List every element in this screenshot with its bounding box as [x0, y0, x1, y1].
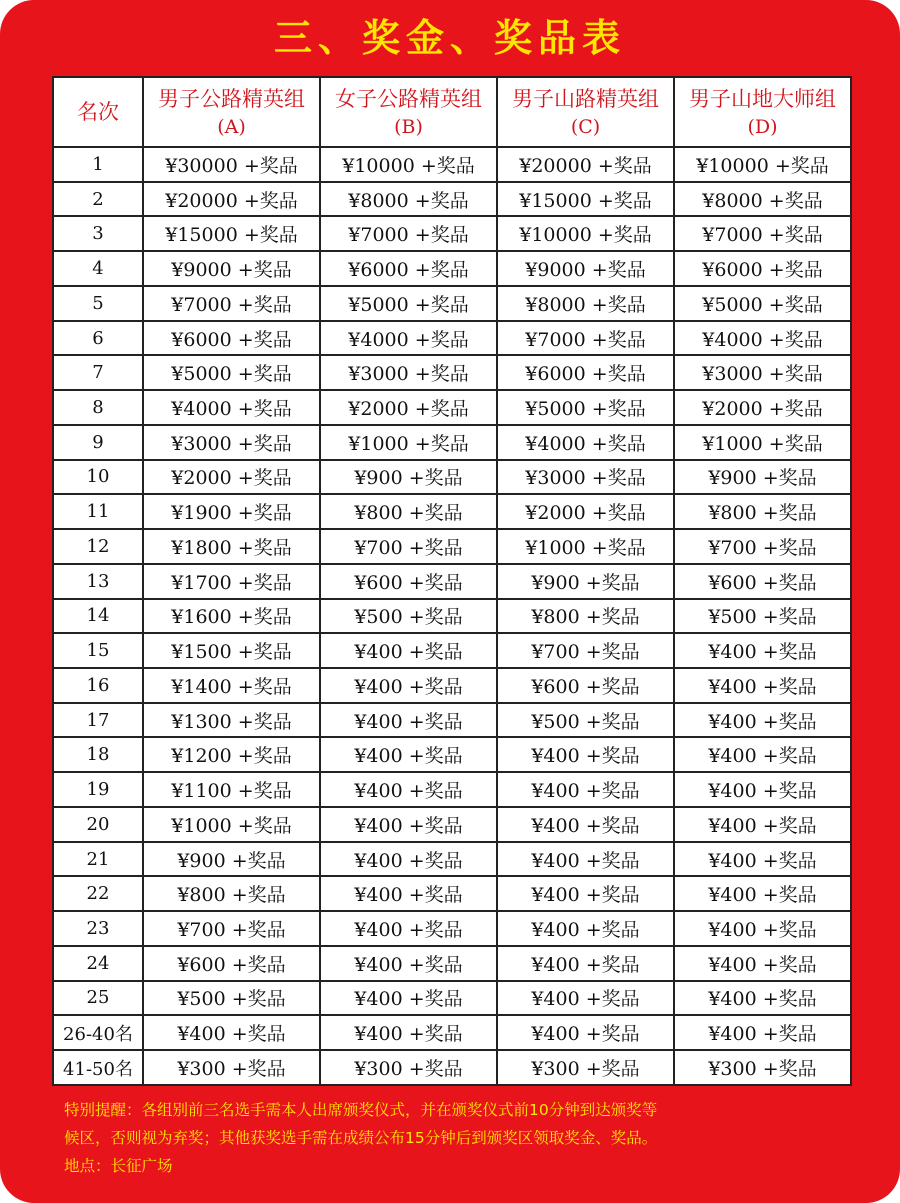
prize-cell-c: ¥10000 +奖品 — [497, 216, 674, 251]
table-row — [53, 599, 851, 634]
prize-cell-d: ¥400 +奖品 — [674, 703, 851, 738]
prize-cell-c: ¥500 +奖品 — [497, 703, 674, 738]
prize-cell-a: ¥1800 +奖品 — [143, 529, 320, 564]
rank-cell: 18 — [53, 737, 143, 772]
table-row — [53, 633, 851, 668]
category-name: 男子山地大师组 — [689, 87, 836, 111]
prize-cell-a: ¥800 +奖品 — [143, 876, 320, 911]
prize-cell-d: ¥2000 +奖品 — [674, 390, 851, 425]
prize-cell-c: ¥700 +奖品 — [497, 633, 674, 668]
table-row — [53, 772, 851, 807]
prize-cell-d: ¥400 +奖品 — [674, 633, 851, 668]
prize-cell-a: ¥1200 +奖品 — [143, 737, 320, 772]
prize-cell-b: ¥800 +奖品 — [320, 494, 497, 529]
prize-cell-b: ¥10000 +奖品 — [320, 147, 497, 182]
prize-cell-a: ¥1300 +奖品 — [143, 703, 320, 738]
prize-cell-a: ¥1900 +奖品 — [143, 494, 320, 529]
prize-cell-b: ¥7000 +奖品 — [320, 216, 497, 251]
prize-cell-d: ¥400 +奖品 — [674, 772, 851, 807]
prize-cell-b: ¥400 +奖品 — [320, 946, 497, 981]
prize-cell-a: ¥600 +奖品 — [143, 946, 320, 981]
prize-cell-d: ¥400 +奖品 — [674, 1015, 851, 1050]
rank-cell: 24 — [53, 946, 143, 981]
prize-cell-b: ¥600 +奖品 — [320, 564, 497, 599]
notes-location: 地点：长征广场 — [64, 1157, 173, 1175]
prize-cell-d: ¥6000 +奖品 — [674, 251, 851, 286]
prize-cell-b: ¥400 +奖品 — [320, 807, 497, 842]
table-row — [53, 286, 851, 321]
prize-cell-d: ¥900 +奖品 — [674, 460, 851, 495]
table-row — [53, 1050, 851, 1085]
rank-cell: 3 — [53, 216, 143, 251]
rank-cell: 15 — [53, 633, 143, 668]
prize-cell-c: ¥400 +奖品 — [497, 876, 674, 911]
rank-cell: 11 — [53, 494, 143, 529]
table-row — [53, 564, 851, 599]
table-row — [53, 876, 851, 911]
prize-cell-c: ¥800 +奖品 — [497, 599, 674, 634]
prize-cell-d: ¥3000 +奖品 — [674, 355, 851, 390]
prize-cell-d: ¥4000 +奖品 — [674, 321, 851, 356]
table-row — [53, 842, 851, 877]
prize-cell-b: ¥400 +奖品 — [320, 772, 497, 807]
header-category-a — [143, 77, 320, 147]
prize-cell-a: ¥9000 +奖品 — [143, 251, 320, 286]
prize-cell-a: ¥500 +奖品 — [143, 981, 320, 1016]
prize-cell-d: ¥8000 +奖品 — [674, 182, 851, 217]
rank-cell: 10 — [53, 460, 143, 495]
prize-cell-d: ¥800 +奖品 — [674, 494, 851, 529]
prize-cell-c: ¥400 +奖品 — [497, 1015, 674, 1050]
rank-cell: 23 — [53, 911, 143, 946]
prize-cell-b: ¥400 +奖品 — [320, 911, 497, 946]
category-name: 男子公路精英组 — [158, 87, 305, 111]
prize-cell-b: ¥5000 +奖品 — [320, 286, 497, 321]
notes-reminder-line-2: 候区，否则视为弃奖；其他获奖选手需在成绩公布15分钟后到颁奖区领取奖金、奖品。 — [64, 1129, 658, 1147]
prize-cell-c: ¥9000 +奖品 — [497, 251, 674, 286]
prize-cell-a: ¥1700 +奖品 — [143, 564, 320, 599]
rank-cell: 20 — [53, 807, 143, 842]
prize-cell-b: ¥700 +奖品 — [320, 529, 497, 564]
prize-cell-d: ¥400 +奖品 — [674, 981, 851, 1016]
page-title: 三、奖金、奖品表 — [273, 16, 626, 60]
prize-cell-d: ¥400 +奖品 — [674, 946, 851, 981]
table-row — [53, 460, 851, 495]
prize-cell-c: ¥400 +奖品 — [497, 772, 674, 807]
prize-cell-c: ¥400 +奖品 — [497, 911, 674, 946]
rank-cell: 25 — [53, 981, 143, 1016]
prize-cell-a: ¥1500 +奖品 — [143, 633, 320, 668]
prize-cell-c: ¥8000 +奖品 — [497, 286, 674, 321]
table-row — [53, 494, 851, 529]
prize-cell-a: ¥30000 +奖品 — [143, 147, 320, 182]
prize-cell-b: ¥8000 +奖品 — [320, 182, 497, 217]
category-code: (B) — [394, 116, 423, 138]
prize-cell-c: ¥20000 +奖品 — [497, 147, 674, 182]
prize-cell-b: ¥400 +奖品 — [320, 737, 497, 772]
prize-cell-a: ¥7000 +奖品 — [143, 286, 320, 321]
rank-cell: 21 — [53, 842, 143, 877]
prize-cell-b: ¥400 +奖品 — [320, 842, 497, 877]
prize-cell-a: ¥1100 +奖品 — [143, 772, 320, 807]
table-row — [53, 981, 851, 1016]
prize-cell-a: ¥1000 +奖品 — [143, 807, 320, 842]
rank-cell: 1 — [53, 147, 143, 182]
table-row — [53, 147, 851, 182]
prize-cell-c: ¥5000 +奖品 — [497, 390, 674, 425]
prize-cell-a: ¥15000 +奖品 — [143, 216, 320, 251]
prize-cell-c: ¥4000 +奖品 — [497, 425, 674, 460]
prize-cell-b: ¥400 +奖品 — [320, 633, 497, 668]
prize-cell-b: ¥400 +奖品 — [320, 703, 497, 738]
prize-cell-d: ¥500 +奖品 — [674, 599, 851, 634]
rank-cell: 6 — [53, 321, 143, 356]
rank-cell: 13 — [53, 564, 143, 599]
table-row — [53, 703, 851, 738]
table-row — [53, 425, 851, 460]
prize-cell-c: ¥6000 +奖品 — [497, 355, 674, 390]
category-name: 男子山路精英组 — [512, 87, 659, 111]
prize-cell-a: ¥4000 +奖品 — [143, 390, 320, 425]
prize-cell-a: ¥3000 +奖品 — [143, 425, 320, 460]
prize-cell-a: ¥5000 +奖品 — [143, 355, 320, 390]
prize-cell-b: ¥900 +奖品 — [320, 460, 497, 495]
rank-cell: 14 — [53, 599, 143, 634]
prize-cell-a: ¥1400 +奖品 — [143, 668, 320, 703]
rank-cell: 17 — [53, 703, 143, 738]
rank-cell: 19 — [53, 772, 143, 807]
table-row — [53, 1015, 851, 1050]
prize-cell-c: ¥600 +奖品 — [497, 668, 674, 703]
header-category-b — [320, 77, 497, 147]
prize-cell-b: ¥300 +奖品 — [320, 1050, 497, 1085]
prize-cell-b: ¥500 +奖品 — [320, 599, 497, 634]
table-row — [53, 668, 851, 703]
prize-cell-d: ¥1000 +奖品 — [674, 425, 851, 460]
rank-cell: 26-40名 — [53, 1015, 143, 1050]
prize-cell-a: ¥300 +奖品 — [143, 1050, 320, 1085]
prize-cell-d: ¥400 +奖品 — [674, 876, 851, 911]
prize-cell-d: ¥5000 +奖品 — [674, 286, 851, 321]
rank-cell: 41-50名 — [53, 1050, 143, 1085]
prize-cell-b: ¥6000 +奖品 — [320, 251, 497, 286]
prize-table-body — [53, 147, 851, 1085]
rank-cell: 5 — [53, 286, 143, 321]
prize-cell-d: ¥700 +奖品 — [674, 529, 851, 564]
prize-cell-c: ¥2000 +奖品 — [497, 494, 674, 529]
prize-cell-c: ¥900 +奖品 — [497, 564, 674, 599]
category-code: (D) — [747, 116, 778, 138]
rank-cell: 4 — [53, 251, 143, 286]
rank-cell: 7 — [53, 355, 143, 390]
prize-cell-d: ¥7000 +奖品 — [674, 216, 851, 251]
prize-cell-d: ¥300 +奖品 — [674, 1050, 851, 1085]
table-row — [53, 737, 851, 772]
table-row — [53, 390, 851, 425]
rank-cell: 12 — [53, 529, 143, 564]
table-row — [53, 251, 851, 286]
prize-cell-b: ¥2000 +奖品 — [320, 390, 497, 425]
prize-cell-a: ¥20000 +奖品 — [143, 182, 320, 217]
rank-cell: 22 — [53, 876, 143, 911]
prize-cell-a: ¥400 +奖品 — [143, 1015, 320, 1050]
prize-cell-c: ¥1000 +奖品 — [497, 529, 674, 564]
prize-cell-b: ¥1000 +奖品 — [320, 425, 497, 460]
prize-cell-c: ¥15000 +奖品 — [497, 182, 674, 217]
rank-cell: 2 — [53, 182, 143, 217]
category-code: (A) — [217, 116, 246, 138]
prize-cell-a: ¥700 +奖品 — [143, 911, 320, 946]
notes-section — [64, 1096, 844, 1180]
prize-cell-d: ¥400 +奖品 — [674, 668, 851, 703]
prize-cell-a: ¥2000 +奖品 — [143, 460, 320, 495]
category-name: 女子公路精英组 — [335, 87, 482, 111]
prize-cell-d: ¥600 +奖品 — [674, 564, 851, 599]
prize-cell-c: ¥300 +奖品 — [497, 1050, 674, 1085]
prize-cell-c: ¥400 +奖品 — [497, 946, 674, 981]
rank-cell: 9 — [53, 425, 143, 460]
table-header-row — [53, 77, 851, 147]
table-row — [53, 946, 851, 981]
prize-cell-c: ¥3000 +奖品 — [497, 460, 674, 495]
prize-cell-a: ¥1600 +奖品 — [143, 599, 320, 634]
prize-cell-d: ¥400 +奖品 — [674, 842, 851, 877]
notes-reminder-line-1: 特别提醒：各组别前三名选手需本人出席颁奖仪式，并在颁奖仪式前10分钟到达颁奖等 — [64, 1101, 658, 1119]
table-row — [53, 321, 851, 356]
prize-cell-b: ¥400 +奖品 — [320, 981, 497, 1016]
rank-cell: 16 — [53, 668, 143, 703]
table-row — [53, 529, 851, 564]
prize-cell-d: ¥400 +奖品 — [674, 737, 851, 772]
rank-cell: 8 — [53, 390, 143, 425]
prize-cell-a: ¥6000 +奖品 — [143, 321, 320, 356]
prize-cell-d: ¥400 +奖品 — [674, 911, 851, 946]
prize-table — [52, 76, 852, 1086]
prize-cell-b: ¥3000 +奖品 — [320, 355, 497, 390]
prize-cell-b: ¥400 +奖品 — [320, 1015, 497, 1050]
prize-cell-d: ¥10000 +奖品 — [674, 147, 851, 182]
table-row — [53, 911, 851, 946]
prize-cell-a: ¥900 +奖品 — [143, 842, 320, 877]
prize-cell-d: ¥400 +奖品 — [674, 807, 851, 842]
header-category-d — [674, 77, 851, 147]
table-row — [53, 807, 851, 842]
prize-table-container — [52, 76, 849, 1086]
prize-cell-c: ¥400 +奖品 — [497, 981, 674, 1016]
prize-cell-c: ¥400 +奖品 — [497, 737, 674, 772]
prize-cell-c: ¥400 +奖品 — [497, 842, 674, 877]
table-row — [53, 182, 851, 217]
prize-cell-c: ¥400 +奖品 — [497, 807, 674, 842]
prize-cell-b: ¥4000 +奖品 — [320, 321, 497, 356]
prize-cell-b: ¥400 +奖品 — [320, 668, 497, 703]
header-category-c — [497, 77, 674, 147]
header-rank: 名次 — [53, 77, 143, 147]
table-row — [53, 216, 851, 251]
table-row — [53, 355, 851, 390]
prize-cell-c: ¥7000 +奖品 — [497, 321, 674, 356]
prize-cell-b: ¥400 +奖品 — [320, 876, 497, 911]
category-code: (C) — [570, 116, 601, 138]
